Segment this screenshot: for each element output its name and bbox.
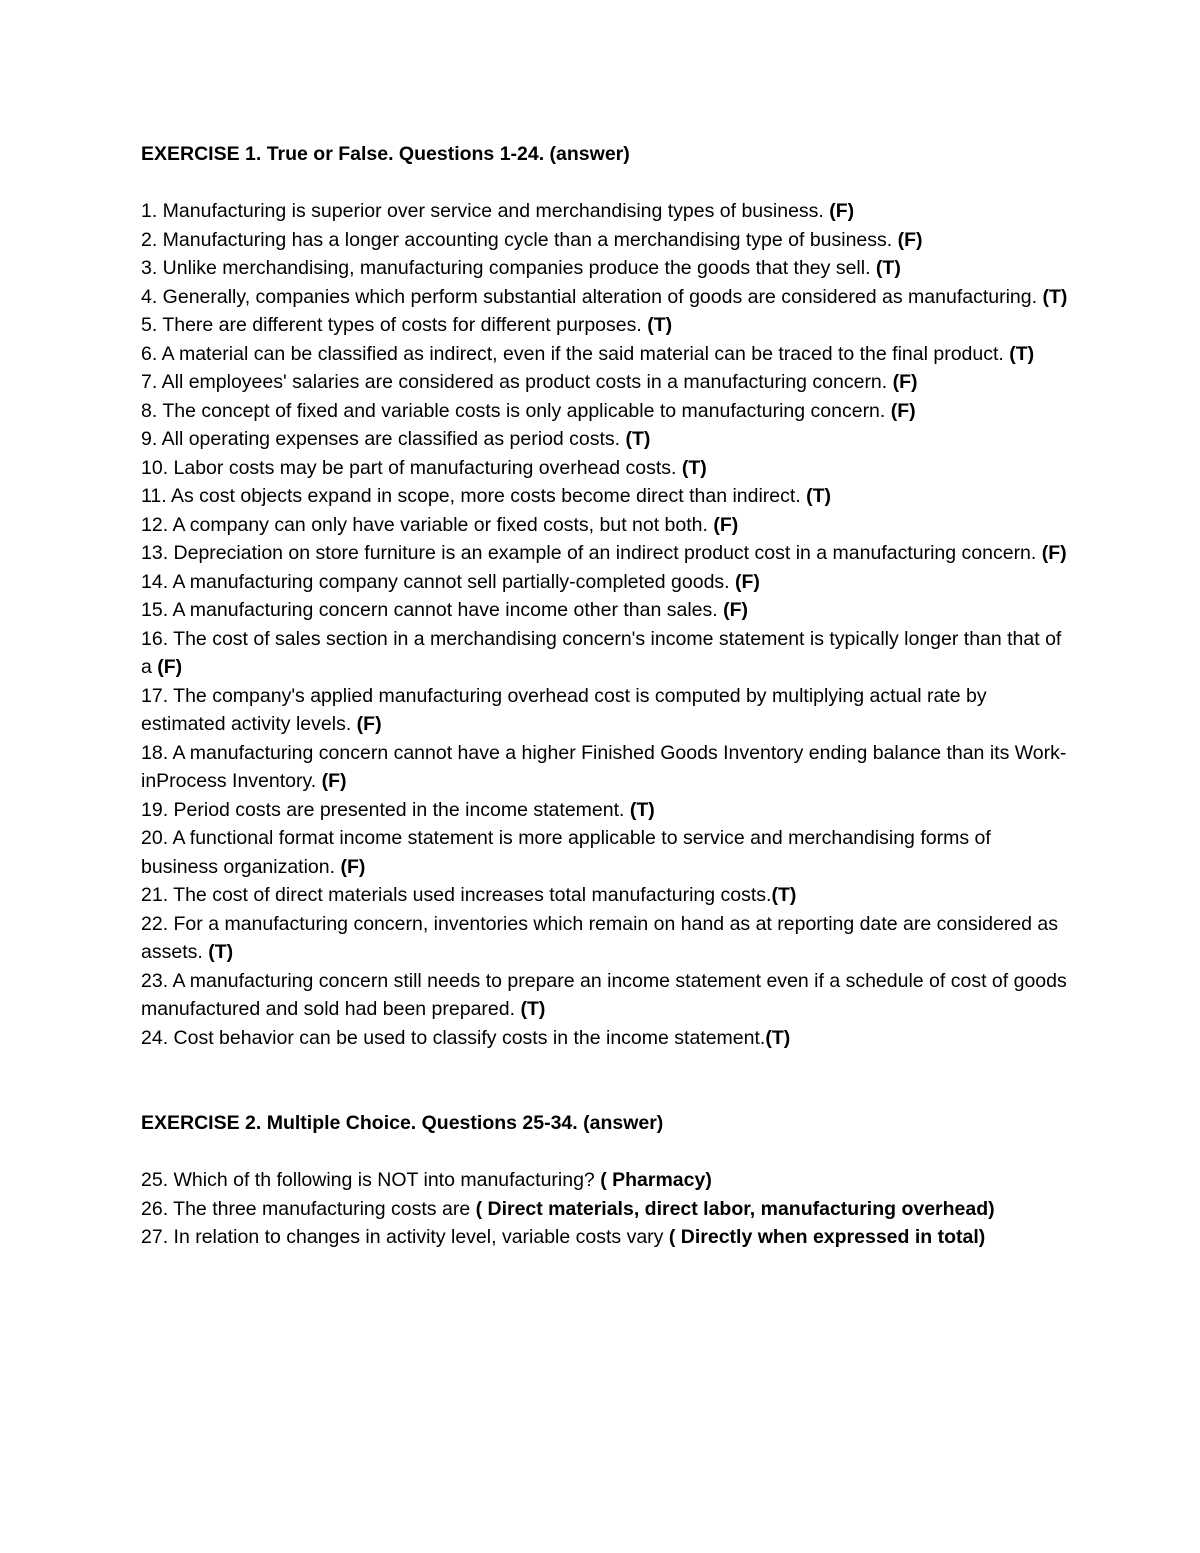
question-text: 17. The company's applied manufacturing overhead cost is computed by multiplying actual rate by estimated activity levels. bbox=[141, 684, 987, 735]
question-text: 21. The cost of direct materials used increases total manufacturing costs. bbox=[141, 884, 772, 906]
question-item bbox=[141, 625, 1071, 682]
question-text: 1. Manufacturing is superior over service and merchandising types of business. bbox=[141, 200, 830, 222]
question-item bbox=[141, 311, 1071, 340]
question-item bbox=[141, 511, 1071, 540]
answer-text: (T) bbox=[771, 884, 797, 906]
question-item bbox=[141, 539, 1071, 568]
answer-text: ( Direct materials, direct labor, manufacturing overhead) bbox=[475, 1197, 995, 1220]
question-text: 22. For a manufacturing concern, inventories which remain on hand as at reporting date are considered as assets. bbox=[141, 912, 1059, 963]
question-text: 16. The cost of sales section in a merchandising concern's income statement is typically longer than that of a bbox=[141, 627, 1062, 678]
question-item bbox=[141, 682, 1071, 739]
question-item bbox=[141, 967, 1071, 1024]
answer-text: (F) bbox=[321, 770, 347, 792]
question-text: 5. There are different types of costs for different purposes. bbox=[141, 314, 648, 336]
answer-text: (T) bbox=[1009, 342, 1035, 365]
question-item bbox=[141, 1223, 1071, 1252]
answer-text: (F) bbox=[1041, 542, 1067, 564]
question-item bbox=[141, 425, 1071, 454]
question-text: 25. Which of th following is NOT into manufacturing? bbox=[141, 1169, 601, 1191]
answer-text: (F) bbox=[713, 513, 739, 536]
question-text: 18. A manufacturing concern cannot have a higher Finished Goods Inventory ending balance than its Work-inProcess Inventory. bbox=[141, 741, 1067, 792]
question-item bbox=[141, 796, 1071, 825]
answer-text: (F) bbox=[340, 855, 366, 878]
answer-text: (T) bbox=[681, 456, 707, 479]
question-text: 8. The concept of fixed and variable costs is only applicable to manufacturing concern. bbox=[141, 399, 891, 422]
answer-text: (T) bbox=[629, 798, 655, 821]
answer-text: (F) bbox=[157, 656, 183, 678]
question-item bbox=[141, 596, 1071, 625]
answer-text: (F) bbox=[723, 599, 749, 621]
exercise-2-list bbox=[141, 1166, 1071, 1252]
question-text: 7. All employees' salaries are considered as product costs in a manufacturing concern. bbox=[141, 371, 893, 393]
spacer bbox=[141, 169, 1071, 198]
question-text: 26. The three manufacturing costs are bbox=[141, 1197, 476, 1220]
question-text: 27. In relation to changes in activity level, variable costs vary bbox=[141, 1226, 669, 1248]
question-item bbox=[141, 824, 1071, 881]
question-text: 13. Depreciation on store furniture is an example of an indirect product cost in a manufacturing concern. bbox=[141, 542, 1042, 564]
question-item bbox=[141, 739, 1071, 796]
question-item bbox=[141, 881, 1071, 910]
question-item bbox=[141, 397, 1071, 426]
question-text: 4. Generally, companies which perform substantial alteration of goods are considered as manufacturing. bbox=[141, 285, 1043, 308]
spacer bbox=[141, 1138, 1071, 1167]
question-item bbox=[141, 197, 1071, 226]
question-text: 2. Manufacturing has a longer accounting cycle than a merchandising type of business. bbox=[141, 228, 898, 251]
question-item bbox=[141, 568, 1071, 597]
question-item bbox=[141, 1024, 1071, 1053]
answer-text: (F) bbox=[890, 399, 916, 422]
exercise-1-heading: EXERCISE 1. True or False. Questions 1-24. (answer) bbox=[141, 143, 630, 165]
answer-text: (T) bbox=[520, 998, 546, 1020]
question-text: 20. A functional format income statement is more applicable to service and merchandising forms of business organization. bbox=[141, 827, 991, 878]
exercise-2-heading: EXERCISE 2. Multiple Choice. Questions 25-34. (answer) bbox=[141, 1112, 664, 1134]
question-text: 6. A material can be classified as indirect, even if the said material can be traced to the final product. bbox=[141, 342, 1010, 365]
answer-text: (F) bbox=[735, 570, 760, 593]
question-item bbox=[141, 1195, 1071, 1224]
question-text: 24. Cost behavior can be used to classify costs in the income statement. bbox=[141, 1026, 766, 1049]
answer-text: (F) bbox=[892, 371, 918, 393]
answer-text: (T) bbox=[208, 941, 234, 963]
answer-text: (T) bbox=[625, 428, 651, 450]
answer-text: (T) bbox=[806, 485, 832, 507]
question-item bbox=[141, 454, 1071, 483]
answer-text: (F) bbox=[356, 713, 382, 735]
question-text: 11. As cost objects expand in scope, more costs become direct than indirect. bbox=[141, 485, 807, 507]
question-item bbox=[141, 368, 1071, 397]
question-item bbox=[141, 1166, 1071, 1195]
answer-text: (F) bbox=[829, 200, 855, 222]
question-text: 23. A manufacturing concern still needs to prepare an income statement even if a schedule of cost of goods manufactured and sold had been prepared. bbox=[141, 969, 1067, 1020]
question-text: 12. A company can only have variable or fixed costs, but not both. bbox=[141, 513, 714, 536]
answer-text: (T) bbox=[1042, 285, 1068, 308]
question-item bbox=[141, 254, 1071, 283]
question-text: 10. Labor costs may be part of manufacturing overhead costs. bbox=[141, 456, 682, 479]
answer-text: (T) bbox=[875, 257, 901, 279]
question-text: 14. A manufacturing company cannot sell partially-completed goods. bbox=[141, 570, 736, 593]
answer-text: ( Directly when expressed in total) bbox=[668, 1226, 986, 1248]
question-text: 9. All operating expenses are classified as period costs. bbox=[141, 428, 626, 450]
answer-text: (F) bbox=[897, 228, 923, 251]
question-item bbox=[141, 910, 1071, 967]
question-item bbox=[141, 340, 1071, 369]
question-text: 19. Period costs are presented in the income statement. bbox=[141, 798, 630, 821]
question-text: 3. Unlike merchandising, manufacturing companies produce the goods that they sell. bbox=[141, 257, 876, 279]
answer-text: (T) bbox=[765, 1026, 791, 1049]
question-text: 15. A manufacturing concern cannot have income other than sales. bbox=[141, 599, 724, 621]
question-item bbox=[141, 283, 1071, 312]
exercise-1-list bbox=[141, 197, 1071, 1052]
question-item bbox=[141, 226, 1071, 255]
document-page bbox=[141, 140, 1071, 1252]
answer-text: (T) bbox=[647, 314, 673, 336]
spacer bbox=[141, 1052, 1071, 1109]
question-item bbox=[141, 482, 1071, 511]
answer-text: ( Pharmacy) bbox=[600, 1169, 712, 1191]
